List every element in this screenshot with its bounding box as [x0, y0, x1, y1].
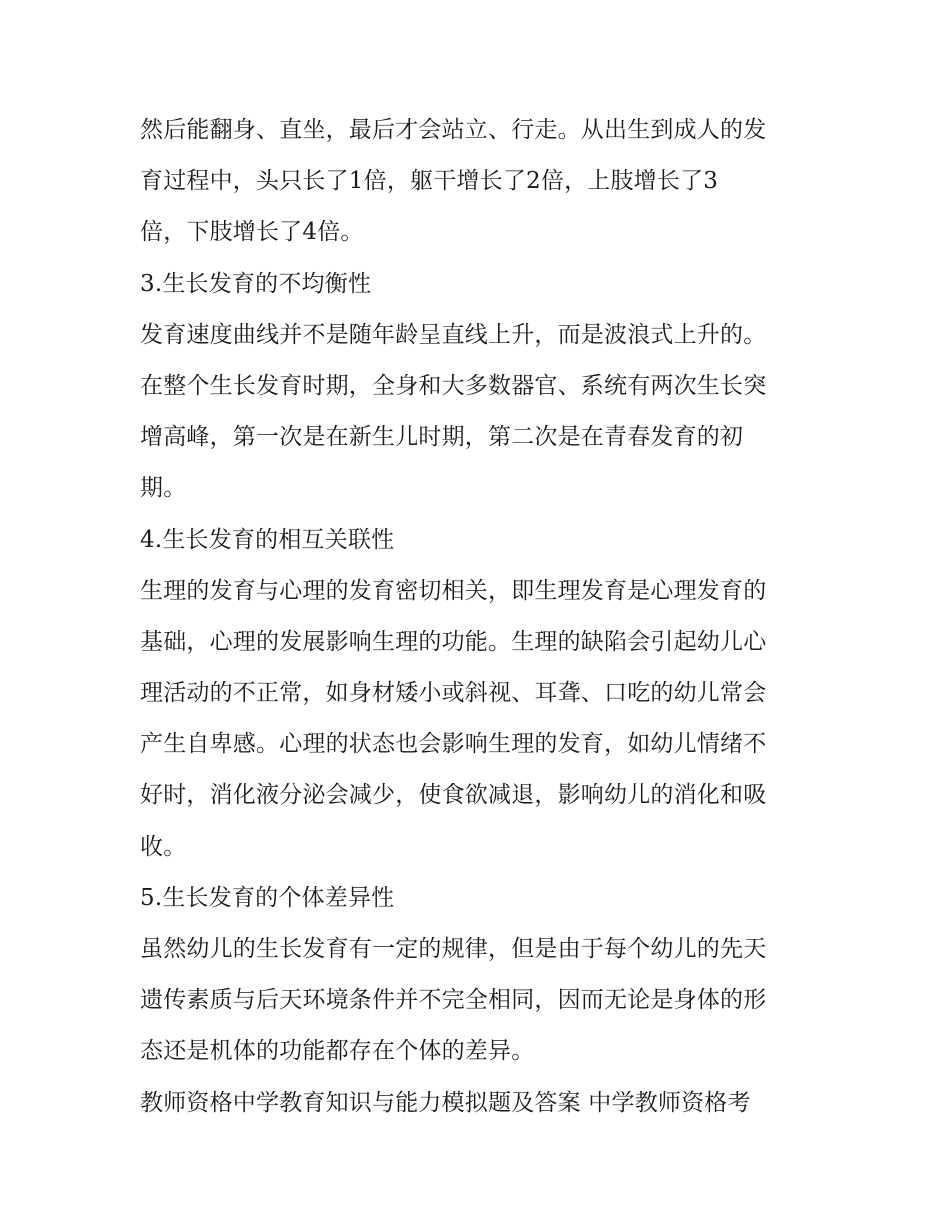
text-line: 教师资格中学教育知识与能力模拟题及答案 中学教师资格考: [140, 1089, 751, 1116]
text-line: 育过程中，头只长了1倍，躯干增长了2倍，上肢增长了3: [140, 168, 719, 195]
text-line: 好时，消化液分泌会减少，使食欲减退，影响幼儿的消化和吸: [140, 782, 767, 809]
text-line: 倍，下肢增长了4倍。: [140, 219, 364, 246]
section-heading: 5.生长发育的个体差异性: [140, 884, 395, 911]
section-heading: 3.生长发育的不均衡性: [140, 270, 372, 297]
text-line: 在整个生长发育时期，全身和大多数器官、系统有两次生长突: [140, 372, 767, 399]
text-line: 遗传素质与后天环境条件并不完全相同，因而无论是身体的形: [140, 987, 767, 1014]
text-line: 增高峰，第一次是在新生儿时期，第二次是在青春发育的初: [140, 424, 744, 451]
text-line: 生理的发育与心理的发育密切相关，即生理发育是心理发育的: [140, 577, 767, 604]
text-line: 虽然幼儿的生长发育有一定的规律，但是由于每个幼儿的先天: [140, 936, 767, 962]
text-line: 然后能翻身、直坐，最后才会站立、行走。从出生到成人的发: [140, 117, 767, 143]
document-page: [140, 105, 820, 1129]
text-line: 收。: [140, 833, 187, 860]
text-line: 基础，心理的发展影响生理的功能。生理的缺陷会引起幼儿心: [140, 628, 767, 655]
text-line: 产生自卑感。心理的状态也会影响生理的发育，如幼儿情绪不: [140, 731, 767, 758]
text-line: 态还是机体的功能都存在个体的差异。: [140, 1038, 535, 1065]
text-line: 理活动的不正常，如身材矮小或斜视、耳聋、口吃的幼儿常会: [140, 680, 767, 707]
section-heading: 4.生长发育的相互关联性: [140, 526, 395, 553]
text-line: 发育速度曲线并不是随年龄呈直线上升，而是波浪式上升的。: [140, 321, 767, 348]
text-line: 期。: [140, 475, 187, 502]
